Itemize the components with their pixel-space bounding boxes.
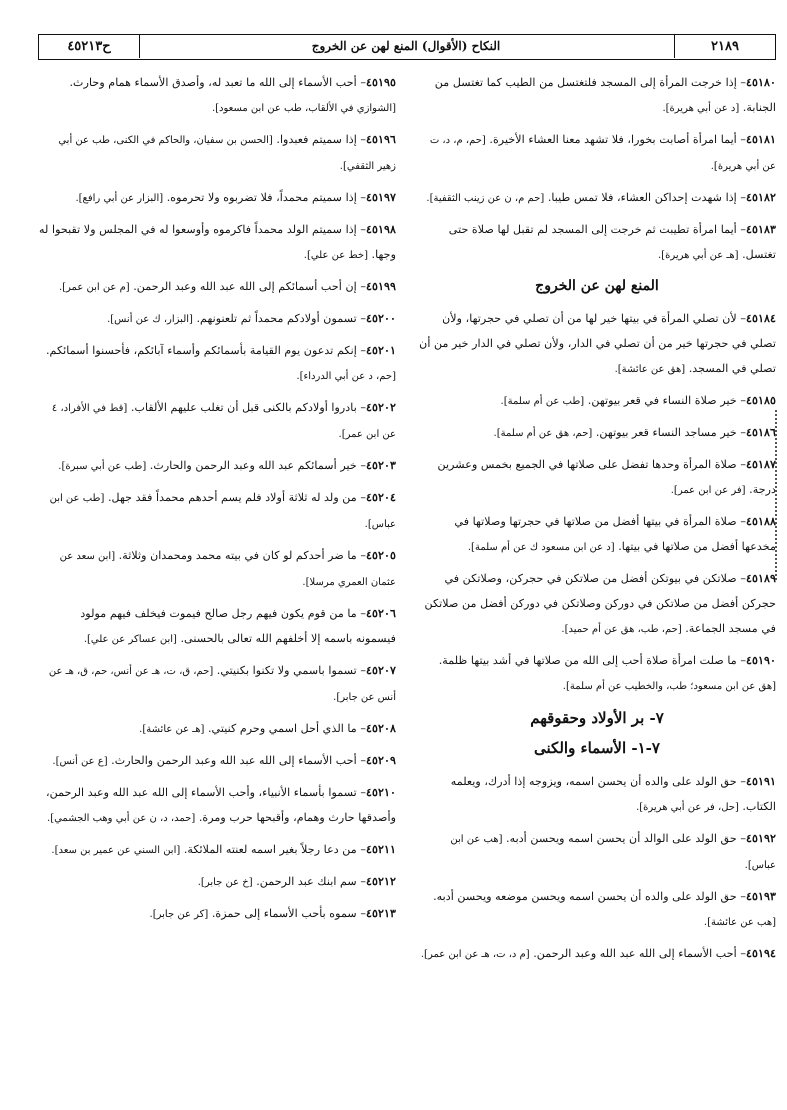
hadith-number: ٤٥١٩٩ — [365, 279, 396, 293]
chapter-heading: ٧- بر الأولاد وحقوقهم — [530, 709, 664, 727]
left-column — [38, 70, 396, 933]
section-heading: المنع لهن عن الخروج — [535, 278, 659, 294]
hadith-source: [طب عن أبي سبرة]. — [58, 461, 147, 472]
hadith-entry — [418, 70, 776, 121]
hadith-number: ٤٥٢٠٦ — [365, 606, 396, 620]
hadith-number: ٤٥٢٠١ — [365, 343, 396, 357]
hadith-number: ٤٥٢٠٣ — [365, 458, 396, 472]
hadith-entry — [418, 306, 776, 382]
document-page — [38, 34, 776, 1104]
hadith-number: ٤٥١٨٨ — [745, 514, 776, 528]
hadith-text: – أحب الأسماء إلى الله عبد الله وعبد الرحمن. — [533, 947, 746, 960]
hadith-number: ٤٥٢١٠ — [365, 785, 396, 799]
hadith-text: – حق الولد على والده أن يحسن اسمه ويحسن موضعه ويحسن أدبه. — [433, 890, 746, 903]
hadith-number: ٤٥١٩١ — [745, 774, 776, 788]
hadith-text: – إذا سميتم محمداً، فلا تضربوه ولا تحرموه. — [166, 191, 366, 204]
hadith-text: – تسموا باسمي ولا تكنوا بكنيتي. — [216, 664, 366, 677]
hadith-entry — [418, 941, 776, 967]
hadith-text: – ما ضر أحدكم لو كان في بيته محمد ومحمدان وثلاثة. — [118, 549, 366, 562]
hadith-text: – تسموا بأسماء الأنبياء، وأحب الأسماء إلى الله عبد الله وعبد الرحمن، وأصدقها حارث وهمام، وأقبحها حرب ومرة. — [45, 786, 396, 824]
hadith-text: – أيما امرأة أصابت بخورا، فلا تشهد معنا العشاء الأخيرة. — [489, 133, 746, 146]
hadith-text: – لأن تصلي المرأة في بيتها خير لها من أن تصلي في حجرتها، ولأن تصلي في حجرتها خير من أن تصلي في الدار، ولأن تصلي في الدار خير من أن تصلي في المسجد. — [419, 312, 776, 375]
hadith-source: [هق عن ابن مسعود؛ طب، والخطيب عن أم سلمة]. — [562, 681, 776, 692]
hadith-entry — [38, 70, 396, 121]
right-column — [418, 70, 776, 973]
hadith-entry — [38, 748, 396, 774]
hadith-source: [د عن أبي هريرة]. — [662, 103, 740, 114]
hadith-number: ٤٥١٩٢ — [745, 831, 776, 845]
hadith-entry — [418, 420, 776, 446]
hadith-source: [حم م، ن عن زينب الثقفية]. — [426, 193, 545, 204]
hadith-source: [ابن سعد عن عثمان العمري مرسلا]. — [59, 551, 396, 588]
hadith-text: – إذا سميتم الولد محمداً فاكرموه وأوسعوا له في المجلس ولا تقبحوا له وجها. — [39, 223, 396, 261]
hadith-range: ح٤٥٢١٣ — [39, 35, 140, 58]
hadith-entry — [418, 452, 776, 503]
hadith-entry — [418, 884, 776, 935]
hadith-text: – إن أحب أسمائكم إلى الله عبد الله وعبد الرحمن. — [133, 280, 366, 293]
hadith-source: [خ عن جابر]. — [197, 877, 253, 888]
hadith-source: [البزار، ك عن أنس]. — [107, 314, 193, 325]
hadith-entry — [38, 338, 396, 389]
hadith-text: – تسمون أولادكم محمداً ثم تلعنونهم. — [196, 312, 366, 325]
hadith-entry — [418, 509, 776, 560]
hadith-text: – إذا خرجت المرأة إلى المسجد فلتغتسل من الطيب كما تغتسل من الجنابة. — [434, 76, 776, 114]
hadith-entry — [38, 453, 396, 479]
hadith-number: ٤٥١٨٦ — [745, 425, 776, 439]
hadith-source: [حل، فر عن أبي هريرة]. — [636, 802, 739, 813]
hadith-number: ٤٥١٨٣ — [745, 222, 776, 236]
hadith-number: ٤٥١٨٥ — [745, 393, 776, 407]
hadith-source: [حم، ق، ت، هـ عن أنس، حم، ق، هـ عن أنس عن جابر]. — [48, 666, 396, 703]
hadith-entry — [38, 837, 396, 863]
hadith-entry — [38, 901, 396, 927]
hadith-text: – حق الولد على الوالد أن يحسن اسمه ويحسن أدبه. — [506, 832, 746, 845]
hadith-text: – من ولد له ثلاثة أولاد فلم يسم أحدهم محمداً فقد جهل. — [107, 491, 366, 504]
hadith-source: [حم، هق عن أم سلمة]. — [493, 428, 593, 439]
hadith-entry — [418, 217, 776, 268]
hadith-source: [م د، ت، هـ عن ابن عمر]. — [420, 949, 530, 960]
hadith-entry — [418, 826, 776, 878]
hadith-text: – بادروا أولادكم بالكنى قبل أن تغلب عليهم الألقاب. — [130, 401, 366, 414]
hadith-text: – أيما امرأة تطيبت ثم خرجت إلى المسجد لم تقبل لها صلاة حتى تغتسل. — [448, 223, 776, 261]
hadith-source: [خط عن علي]. — [303, 250, 368, 261]
hadith-number: ٤٥٢١١ — [365, 842, 396, 856]
hadith-entry — [38, 185, 396, 211]
hadith-source: [حم، طب، هق عن أم حميد]. — [561, 624, 682, 635]
hadith-source: [الشوازي في الألقاب، طب عن ابن مسعود]. — [211, 103, 396, 114]
hadith-source: [قط في الأفراد، ٤ عن ابن عمر]. — [51, 403, 396, 440]
hadith-number: ٤٥٢٠٨ — [365, 721, 396, 735]
hadith-number: ٤٥١٩٦ — [365, 132, 396, 146]
hadith-number: ٤٥١٩٧ — [365, 190, 396, 204]
hadith-number: ٤٥٢٠٢ — [365, 400, 396, 414]
hadith-number: ٤٥٢٠٧ — [365, 663, 396, 677]
hadith-text: – ما الذي أحل اسمي وحرم كنيتي. — [207, 722, 366, 735]
hadith-number: ٤٥٢١٢ — [365, 874, 396, 888]
hadith-text: – إذا شهدت إحداكن العشاء، فلا تمس طيبا. — [547, 191, 746, 204]
hadith-number: ٤٥١٨١ — [745, 132, 776, 146]
hadith-number: ٤٥١٨٠ — [745, 75, 776, 89]
hadith-entry — [418, 769, 776, 820]
hadith-entry — [38, 217, 396, 268]
hadith-source: [هق عن عائشة]. — [614, 364, 686, 375]
hadith-entry — [38, 869, 396, 895]
hadith-number: ٤٥١٩٠ — [745, 653, 776, 667]
hadith-entry — [38, 601, 396, 652]
hadith-number: ٤٥١٨٩ — [745, 571, 776, 585]
hadith-entry — [418, 185, 776, 211]
hadith-entry — [418, 648, 776, 699]
hadith-text: – ما صلت امرأة صلاة أحب إلى الله من صلاتها في أشد بيتها ظلمة. — [438, 654, 746, 667]
hadith-text: – خير مساجد النساء قعر بيوتهن. — [595, 426, 746, 439]
hadith-source: [ع عن أنس]. — [52, 756, 108, 767]
hadith-source: [البزار عن أبي رافع]. — [75, 193, 164, 204]
hadith-text: – سم ابنك عبد الرحمن. — [256, 875, 366, 888]
hadith-source: [فر عن ابن عمر]. — [670, 485, 746, 496]
hadith-number: ٤٥١٩٤ — [745, 946, 776, 960]
hadith-text: – ما من قوم يكون فيهم رجل صالح فيموت فيخلف فيهم مولود فيسمونه باسمه إلا أخلفهم الله تعالى بالحسنى. — [80, 607, 396, 645]
hadith-number: ٤٥١٨٤ — [745, 311, 776, 325]
hadith-text: – خير أسمائكم عبد الله وعبد الرحمن والحارث. — [149, 459, 366, 472]
hadith-entry — [38, 543, 396, 595]
hadith-source: [م عن ابن عمر]. — [58, 282, 130, 293]
hadith-entry — [418, 127, 776, 179]
hadith-number: ٤٥١٩٥ — [365, 75, 396, 89]
hadith-source: [هب عن عائشة]. — [703, 917, 776, 928]
hadith-source: [هـ عن أبي هريرة]. — [658, 250, 739, 261]
hadith-source: [هـ عن عائشة]. — [139, 724, 205, 735]
hadith-entry — [418, 566, 776, 642]
hadith-text: – صلاتكن في بيوتكن أفضل من صلاتكن في حجركن، وصلاتكن في حجركن أفضل من صلاتكن في دوركن وصلاتكن في دوركن أفضل من صلاتكن في مسجد الجماعة. — [424, 572, 776, 635]
subchapter-heading: ٧-١- الأسماء والكنى — [534, 739, 660, 757]
hadith-source: [حم، م، د، ت عن أبي هريرة]. — [429, 135, 776, 172]
hadith-source: [الحسن بن سفيان، والحاكم في الكنى، طب عن أبي زهير الثقفي]. — [58, 135, 396, 172]
hadith-text: – من دعا رجلاً بغير اسمه لعنته الملائكة. — [183, 843, 366, 856]
hadith-entry — [38, 274, 396, 300]
hadith-text: – صلاة المرأة وحدها تفضل على صلاتها في الجميع بخمس وعشرين درجة. — [437, 458, 776, 496]
hadith-entry — [38, 716, 396, 742]
hadith-source: [د عن ابن مسعود ك عن أم سلمة]. — [467, 542, 615, 553]
hadith-source: [ابن السني عن عمير بن سعد]. — [51, 845, 181, 856]
hadith-number: ٤٥٢١٣ — [365, 906, 396, 920]
hadith-text: – أحب الأسماء إلى الله ما تعبد له، وأصدق الأسماء همام وحارث. — [69, 76, 366, 89]
hadith-source: [هب عن ابن عباس]. — [450, 834, 776, 871]
hadith-number: ٤٥٢٠٤ — [365, 490, 396, 504]
hadith-text: – صلاة المرأة في بيتها أفضل من صلاتها في حجرتها وصلاتها في مخدعها أفضل من صلاتها في بيتها. — [454, 515, 776, 553]
hadith-entry — [38, 485, 396, 537]
hadith-entry — [38, 127, 396, 179]
hadith-entry — [38, 306, 396, 332]
hadith-source: [ابن عساكر عن علي]. — [83, 634, 177, 645]
hadith-text: – حق الولد على والده أن يحسن اسمه، ويزوجه إذا أدرك، ويعلمه الكتاب. — [450, 775, 776, 813]
hadith-source: [حمد، د، ن عن أبي وهب الجشمي]. — [47, 813, 196, 824]
hadith-text: – خير صلاة النساء في قعر بيوتهن. — [587, 394, 746, 407]
hadith-entry — [38, 780, 396, 831]
hadith-entry — [38, 658, 396, 710]
page-header — [38, 34, 776, 60]
hadith-number: ٤٥١٨٢ — [745, 190, 776, 204]
hadith-source: [حم، د عن أبي الدرداء]. — [296, 371, 396, 382]
hadith-text: – أحب الأسماء إلى الله عبد الله وعبد الرحمن والحارث. — [111, 754, 366, 767]
hadith-number: ٤٥١٩٨ — [365, 222, 396, 236]
hadith-number: ٤٥٢٠٩ — [365, 753, 396, 767]
hadith-text: – سموه بأحب الأسماء إلى حمزة. — [211, 907, 366, 920]
hadith-number: ٤٥٢٠٠ — [365, 311, 396, 325]
hadith-source: [طب عن أم سلمة]. — [500, 396, 585, 407]
margin-scan-mark — [775, 410, 785, 580]
hadith-number: ٤٥١٩٣ — [745, 889, 776, 903]
hadith-source: [كر عن جابر]. — [149, 909, 209, 920]
hadith-text: – إذا سميتم فعبدوا. — [276, 133, 366, 146]
hadith-text: – إنكم تدعون يوم القيامة بأسمائكم وأسماء آبائكم، فأحسنوا أسمائكم. — [46, 344, 366, 357]
running-title: النكاح (الأقوال) المنع لهن عن الخروج — [311, 39, 501, 53]
hadith-number: ٤٥١٨٧ — [745, 457, 776, 471]
hadith-entry — [418, 388, 776, 414]
hadith-entry — [38, 395, 396, 447]
hadith-source: [طب عن ابن عباس]. — [49, 493, 396, 530]
page-number: ٢١٨٩ — [674, 35, 775, 58]
hadith-number: ٤٥٢٠٥ — [365, 548, 396, 562]
